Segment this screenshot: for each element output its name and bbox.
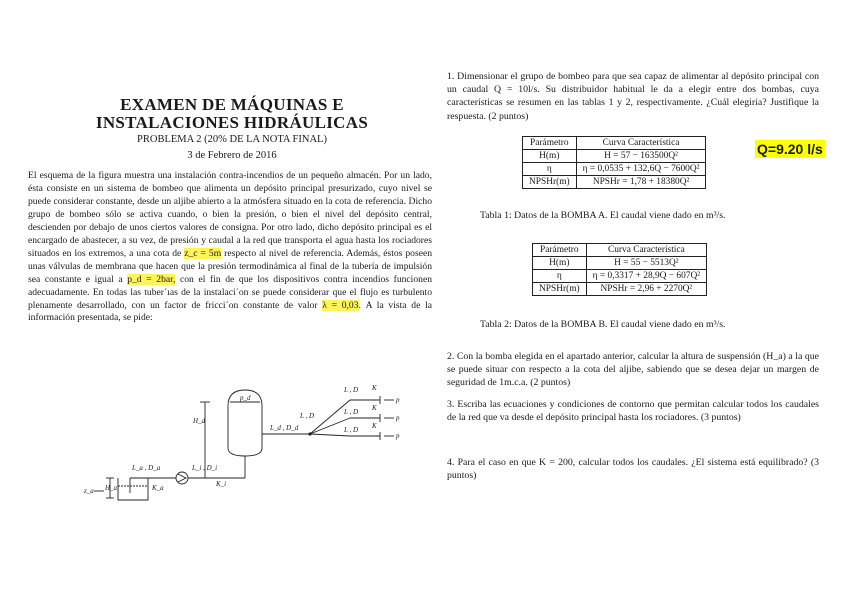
table-row — [523, 150, 706, 163]
label-k-top: K — [372, 384, 377, 392]
label-p-top: p — [396, 396, 400, 404]
table-b-header-param: Parámetro — [533, 244, 587, 257]
statement-part-2: respecto al nivel de referencia. Además, éstos poseen unas válvulas de membrana que hacen que la presión termodinámica al final de la tubería de impulsión sea constante e igual a — [28, 247, 433, 285]
table-row — [523, 163, 706, 176]
table-a-header-curve: Curva Característica — [576, 137, 706, 150]
exam-date: 3 de Febrero de 2016 — [187, 150, 277, 161]
label-ha: H_a — [105, 484, 118, 492]
table-cell: H = 55 − 5513Q² — [586, 257, 706, 270]
table-b-header — [533, 244, 707, 257]
label-hd: H_d — [193, 417, 206, 425]
problem-statement — [28, 170, 432, 325]
table-row — [533, 270, 707, 283]
label-p-bot: p — [396, 432, 400, 440]
label-pd: p_d — [240, 394, 251, 402]
table-cell: H = 57 − 163500Q² — [576, 150, 706, 163]
highlight-zc: z_c = 5m — [184, 247, 222, 259]
statement-part-3: con el fin de que los dispositivos contra incendios funcionen adecuadamente. En todas las tuber´ıas de la instalaci´on se puede considerar que el flujo es turbulento plenamente desarrollado, con un factor de fricci´on constante de valor — [28, 273, 432, 311]
label-k-mid: K — [372, 404, 377, 412]
problem-heading: PROBLEMA 2 (20% DE LA NOTA FINAL) — [137, 134, 327, 145]
table-cell: η — [523, 163, 577, 176]
label-za: z_a — [84, 487, 94, 495]
label-ld: L_d , D_d — [270, 424, 299, 432]
table-cell: H(m) — [523, 150, 577, 163]
label-ld-mid: L , D — [344, 408, 359, 416]
table-pump-a — [522, 136, 706, 189]
table-pump-b — [532, 243, 707, 296]
statement-part-1: El esquema de la figura muestra una instalación contra-incendios de un pequeño almacén. Por un lado, ésta consiste en un sistema de bombeo que alimenta un depósito principal presurizado, cuyo nivel se puede considerar constante, desde un aljibe abierto a la atmósfera situado en la cota de referencia. Dicho grupo de bombeo sólo se activa cuando, o bien la presión, o bien el nivel del depósito central, descienden por debajo de unos ciertos valores de consigna. Por otro lado, dicho depósito principal es el encargado de abastecer, a su vez, de presión y caudal a la red que transporta el agua hasta los rociadores situados en los extremos, a una cota de — [28, 170, 432, 259]
table-cell: H(m) — [533, 257, 587, 270]
question-2: 2. Con la bomba elegida en el apartado anterior, calcular la altura de suspensión (H_a) a la que se puede situar con respecto a la cota del aljibe, sabiendo que se desea dejar un margen de seguridad de 1m.c.a. (2 puntos) — [447, 351, 819, 389]
table-cell: NPSHr(m) — [523, 176, 577, 189]
label-k-bot: K — [372, 422, 377, 430]
label-branch: L , D — [300, 412, 315, 420]
label-ld-bot: L , D — [344, 426, 359, 434]
table-a-caption: Tabla 1: Datos de la BOMBA A. El caudal viene dado en m³/s. — [480, 210, 726, 221]
label-ki: K_i — [216, 480, 227, 488]
table-cell: η = 0,0535 + 132,6Q − 7600Q² — [576, 163, 706, 176]
title-line-2: INSTALACIONES HIDRÁULICAS — [95, 113, 369, 132]
table-a-header-param: Parámetro — [523, 137, 577, 150]
title-line-1: EXAMEN DE MÁQUINAS E — [120, 95, 344, 114]
question-1: 1. Dimensionar el grupo de bombeo para que sea capaz de alimentar al depósito principal con un caudal Q = 10l/s. Su distribuidor habitual le da a elegir entre dos bombas, cuya características se resumen en las tablas 1 y 2, respectivamente. ¿Cuál elegiría? Justifique la respuesta. (2 puntos) — [447, 71, 819, 122]
table-cell: NPSHr(m) — [533, 283, 587, 296]
highlight-pd: p_d = 2bar, — [127, 273, 176, 285]
table-cell: NPSHr = 1,78 + 18380Q² — [576, 176, 706, 189]
installation-diagram — [80, 378, 410, 508]
label-la: L_a , D_a — [132, 464, 161, 472]
table-cell: η = 0,3317 + 28,9Q − 607Q² — [586, 270, 706, 283]
table-b-header-curve: Curva Característica — [586, 244, 706, 257]
question-4: 4. Para el caso en que K = 200, calcular todos los caudales. ¿El sistema está equilibrado? (3 puntos) — [447, 457, 819, 482]
table-cell: η — [533, 270, 587, 283]
exam-title — [92, 96, 372, 132]
table-row — [533, 257, 707, 270]
answer-annotation: Q=9.20 l/s — [757, 141, 823, 157]
table-b-caption: Tabla 2: Datos de la BOMBA B. El caudal viene dado en m³/s. — [480, 319, 726, 330]
statement-part-4: . A la vista de la información presentada, se pide: — [28, 299, 432, 324]
table-row — [523, 176, 706, 189]
label-ka: K_a — [152, 484, 164, 492]
label-ld-top: L , D — [344, 386, 359, 394]
label-p-mid: p — [396, 414, 400, 422]
highlight-lambda: λ = 0,03 — [322, 299, 359, 311]
question-3: 3. Escriba las ecuaciones y condiciones de contorno que permitan calcular todos los caudales de la red que va desde el depósito principal hasta los rociadores. (3 puntos) — [447, 399, 819, 424]
table-cell: NPSHr = 2,96 + 2270Q² — [586, 283, 706, 296]
table-a-header — [523, 137, 706, 150]
label-li: L_i , D_i — [192, 464, 218, 472]
table-row — [533, 283, 707, 296]
